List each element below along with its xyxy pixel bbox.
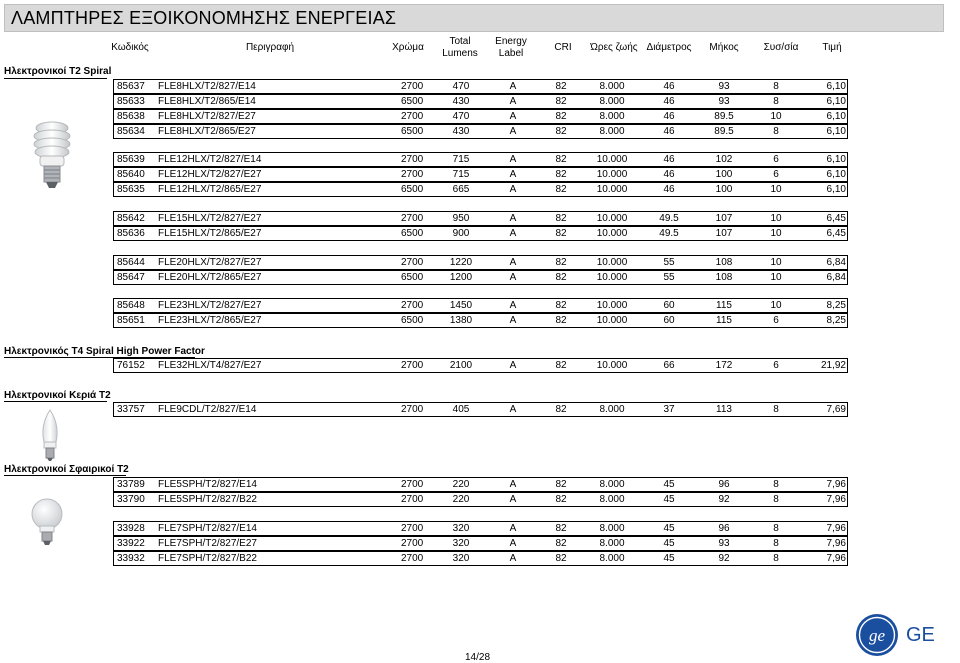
cell-code: 33928 [117, 523, 145, 534]
cell-energy: A [509, 272, 517, 283]
cell-color: 6500 [401, 315, 424, 326]
ge-logo-icon [854, 612, 900, 658]
cell-code: 33757 [117, 404, 145, 415]
cell-diameter: 46 [663, 126, 675, 137]
cell-cri: 82 [555, 315, 567, 326]
cell-code: 85640 [117, 169, 145, 180]
cell-hours: 10.000 [596, 154, 628, 165]
cell-cri: 82 [555, 479, 567, 490]
cell-pack: 6 [773, 360, 779, 371]
cell-cri: 82 [555, 523, 567, 534]
cell-description: FLE8HLX/T2/865/E14 [158, 96, 256, 107]
cell-length: 89.5 [714, 111, 734, 122]
header-description: Περιγραφή [245, 42, 295, 53]
cell-cri: 82 [555, 272, 567, 283]
header-lumens-line1: Total [449, 36, 471, 47]
cell-diameter: 46 [663, 184, 675, 195]
table-row [113, 270, 848, 285]
table-row [113, 358, 848, 373]
section-title-candle: Ηλεκτρονικοί Κεριά T2 [4, 390, 111, 401]
table-row [113, 167, 848, 182]
cell-hours: 10.000 [596, 213, 628, 224]
cell-code: 85639 [117, 154, 145, 165]
cell-diameter: 46 [663, 96, 675, 107]
cell-diameter: 49.5 [659, 213, 679, 224]
cell-hours: 8.000 [599, 494, 625, 505]
cell-cri: 82 [555, 96, 567, 107]
cell-description: FLE7SPH/T2/827/B22 [158, 553, 257, 564]
cell-cri: 82 [555, 213, 567, 224]
table-row [113, 492, 848, 507]
cell-length: 107 [715, 228, 733, 239]
cell-color: 2700 [401, 523, 424, 534]
cell-lumens: 430 [452, 96, 470, 107]
cell-description: FLE20HLX/T2/865/E27 [158, 272, 262, 283]
cell-cri: 82 [555, 360, 567, 371]
cell-price: 6,10 [826, 81, 846, 92]
cell-lumens: 470 [452, 81, 470, 92]
cell-energy: A [509, 96, 517, 107]
cell-diameter: 46 [663, 81, 675, 92]
spiral-lamp-image [28, 120, 76, 192]
cell-hours: 8.000 [599, 523, 625, 534]
cell-price: 7,96 [826, 538, 846, 549]
cell-energy: A [509, 169, 517, 180]
cell-color: 2700 [401, 538, 424, 549]
page-title-bar [4, 4, 944, 32]
cell-price: 6,84 [826, 272, 846, 283]
cell-code: 85636 [117, 228, 145, 239]
header-length: Μήκος [709, 42, 739, 53]
cell-pack: 10 [770, 184, 782, 195]
page-number: 14/28 [465, 652, 491, 663]
cell-energy: A [509, 126, 517, 137]
cell-color: 6500 [401, 228, 424, 239]
cell-lumens: 715 [452, 169, 470, 180]
cell-color: 6500 [401, 272, 424, 283]
cell-length: 115 [716, 300, 732, 311]
table-row [113, 402, 848, 417]
cell-lumens: 320 [452, 553, 470, 564]
page-title: ΛΑΜΠΤΗΡΕΣ ΕΞΟΙΚΟΝΟΜΗΣΗΣ ΕΝΕΡΓΕΙΑΣ [11, 8, 397, 28]
cell-diameter: 45 [663, 538, 675, 549]
cell-diameter: 46 [663, 169, 675, 180]
table-row [113, 255, 848, 270]
cell-price: 8,25 [826, 300, 846, 311]
cell-price: 6,10 [826, 154, 846, 165]
cell-description: FLE8HLX/T2/827/E14 [158, 81, 256, 92]
cell-lumens: 1200 [449, 272, 473, 283]
cell-cri: 82 [555, 169, 567, 180]
cell-hours: 8.000 [599, 81, 625, 92]
cell-price: 7,96 [826, 494, 846, 505]
cell-lumens: 220 [452, 479, 470, 490]
cell-color: 2700 [401, 479, 424, 490]
cell-cri: 82 [555, 300, 567, 311]
cell-description: FLE15HLX/T2/827/E27 [158, 213, 262, 224]
cell-pack: 8 [773, 96, 779, 107]
cell-code: 33790 [117, 494, 145, 505]
cell-energy: A [509, 538, 517, 549]
cell-description: FLE12HLX/T2/865/E27 [158, 184, 262, 195]
cell-hours: 8.000 [599, 96, 625, 107]
cell-length: 108 [715, 272, 733, 283]
cell-code: 85635 [117, 184, 145, 195]
cell-description: FLE12HLX/T2/827/E27 [158, 169, 262, 180]
cell-hours: 8.000 [599, 111, 625, 122]
cell-cri: 82 [555, 553, 567, 564]
cell-length: 96 [718, 479, 730, 490]
cell-code: 33922 [117, 538, 145, 549]
cell-diameter: 45 [663, 523, 675, 534]
cell-description: FLE15HLX/T2/865/E27 [158, 228, 262, 239]
cell-description: FLE23HLX/T2/827/E27 [158, 300, 262, 311]
header-price: Τιμή [822, 42, 842, 53]
cell-energy: A [509, 553, 517, 564]
cell-pack: 6 [773, 169, 779, 180]
cell-description: FLE5SPH/T2/827/B22 [158, 494, 257, 505]
cell-lumens: 950 [452, 213, 470, 224]
cell-cri: 82 [555, 404, 567, 415]
cell-color: 6500 [401, 126, 424, 137]
cell-lumens: 1220 [449, 257, 473, 268]
cell-pack: 8 [773, 404, 779, 415]
svg-text:ge: ge [868, 626, 886, 645]
cell-pack: 10 [770, 213, 782, 224]
cell-description: FLE12HLX/T2/827/E14 [158, 154, 262, 165]
candle-lamp-image [36, 408, 64, 462]
cell-diameter: 45 [663, 553, 675, 564]
cell-hours: 10.000 [596, 300, 628, 311]
cell-description: FLE23HLX/T2/865/E27 [158, 315, 262, 326]
cell-pack: 8 [773, 126, 779, 137]
cell-cri: 82 [555, 111, 567, 122]
cell-code: 85644 [117, 257, 145, 268]
cell-length: 96 [718, 523, 730, 534]
cell-lumens: 320 [452, 523, 470, 534]
cell-energy: A [509, 81, 517, 92]
section-underline [4, 401, 107, 402]
cell-pack: 8 [773, 479, 779, 490]
header-pack: Συσ/σία [763, 42, 799, 53]
cell-color: 6500 [401, 96, 424, 107]
header-color: Χρώμα [392, 42, 424, 53]
cell-length: 172 [715, 360, 733, 371]
cell-diameter: 46 [663, 111, 675, 122]
table-row [113, 477, 848, 492]
cell-color: 2700 [401, 404, 424, 415]
table-row [113, 79, 848, 94]
cell-price: 21,92 [820, 360, 846, 371]
cell-diameter: 37 [663, 404, 675, 415]
cell-diameter: 60 [663, 315, 675, 326]
cell-diameter: 46 [663, 154, 675, 165]
header-energy-line2: Label [498, 48, 524, 59]
cell-energy: A [509, 213, 517, 224]
header-code: Κωδικός [111, 42, 149, 53]
cell-length: 92 [718, 494, 730, 505]
cell-color: 6500 [401, 184, 424, 195]
cell-length: 100 [715, 184, 733, 195]
cell-energy: A [509, 257, 517, 268]
cell-price: 7,96 [826, 523, 846, 534]
cell-length: 108 [715, 257, 733, 268]
table-row [113, 109, 848, 124]
table-row [113, 211, 848, 226]
cell-lumens: 220 [452, 494, 470, 505]
table-row [113, 536, 848, 551]
table-row [113, 94, 848, 109]
cell-hours: 10.000 [596, 315, 628, 326]
cell-energy: A [509, 479, 517, 490]
cell-hours: 8.000 [599, 538, 625, 549]
section-title-t2-spiral: Ηλεκτρονικοί T2 Spiral [4, 66, 112, 77]
cell-energy: A [509, 494, 517, 505]
table-row [113, 124, 848, 139]
cell-color: 2700 [401, 111, 424, 122]
header-lumens [440, 36, 480, 60]
cell-code: 33932 [117, 553, 145, 564]
cell-cri: 82 [555, 228, 567, 239]
cell-description: FLE5SPH/T2/827/E14 [158, 479, 257, 490]
cell-hours: 8.000 [599, 126, 625, 137]
cell-lumens: 320 [452, 538, 470, 549]
cell-pack: 8 [773, 81, 779, 92]
section-underline [4, 78, 107, 79]
table-row [113, 551, 848, 566]
cell-energy: A [509, 154, 517, 165]
cell-pack: 6 [773, 154, 779, 165]
cell-cri: 82 [555, 154, 567, 165]
cell-diameter: 55 [663, 272, 675, 283]
cell-hours: 10.000 [596, 257, 628, 268]
cell-cri: 82 [555, 126, 567, 137]
cell-price: 6,10 [826, 169, 846, 180]
cell-description: FLE20HLX/T2/827/E27 [158, 257, 262, 268]
cell-length: 93 [718, 538, 730, 549]
cell-pack: 8 [773, 553, 779, 564]
spherical-lamp-image [30, 498, 64, 546]
cell-length: 100 [715, 169, 733, 180]
table-row [113, 313, 848, 328]
cell-length: 93 [718, 96, 730, 107]
cell-length: 89.5 [714, 126, 734, 137]
cell-length: 113 [716, 404, 732, 415]
cell-price: 6,10 [826, 96, 846, 107]
cell-energy: A [509, 300, 517, 311]
cell-code: 85648 [117, 300, 145, 311]
cell-code: 85651 [117, 315, 145, 326]
cell-pack: 10 [770, 300, 782, 311]
cell-energy: A [509, 315, 517, 326]
cell-lumens: 715 [452, 154, 470, 165]
cell-diameter: 45 [663, 479, 675, 490]
cell-price: 6,45 [826, 213, 846, 224]
cell-hours: 10.000 [596, 360, 628, 371]
cell-diameter: 55 [663, 257, 675, 268]
table-row [113, 298, 848, 313]
cell-lumens: 405 [452, 404, 470, 415]
cell-price: 8,25 [826, 315, 846, 326]
cell-energy: A [509, 111, 517, 122]
cell-hours: 8.000 [599, 553, 625, 564]
cell-price: 6,10 [826, 126, 846, 137]
cell-energy: A [509, 523, 517, 534]
cell-hours: 10.000 [596, 272, 628, 283]
cell-cri: 82 [555, 494, 567, 505]
table-row [113, 182, 848, 197]
cell-color: 2700 [401, 169, 424, 180]
cell-color: 2700 [401, 154, 424, 165]
brand-text: GE [906, 624, 935, 646]
cell-description: FLE32HLX/T4/827/E27 [158, 360, 262, 371]
cell-code: 85634 [117, 126, 145, 137]
cell-color: 2700 [401, 213, 424, 224]
cell-lumens: 2100 [449, 360, 473, 371]
cell-pack: 8 [773, 523, 779, 534]
cell-hours: 10.000 [596, 184, 628, 195]
cell-diameter: 45 [663, 494, 675, 505]
section-underline [4, 475, 126, 476]
cell-hours: 8.000 [599, 404, 625, 415]
cell-cri: 82 [555, 257, 567, 268]
cell-hours: 10.000 [596, 169, 628, 180]
header-energy [491, 36, 531, 60]
header-energy-line1: Energy [495, 36, 527, 47]
cell-pack: 10 [770, 228, 782, 239]
cell-pack: 8 [773, 538, 779, 549]
cell-price: 7,96 [826, 553, 846, 564]
cell-lumens: 470 [452, 111, 470, 122]
cell-price: 6,84 [826, 257, 846, 268]
cell-color: 2700 [401, 81, 424, 92]
cell-price: 6,10 [826, 184, 846, 195]
cell-color: 2700 [401, 257, 424, 268]
cell-code: 33789 [117, 479, 145, 490]
header-cri: CRI [554, 42, 572, 53]
cell-pack: 10 [770, 257, 782, 268]
cell-description: FLE7SPH/T2/827/E27 [158, 538, 257, 549]
cell-code: 85647 [117, 272, 145, 283]
cell-price: 7,96 [826, 479, 846, 490]
cell-description: FLE8HLX/T2/865/E27 [158, 126, 256, 137]
cell-cri: 82 [555, 184, 567, 195]
cell-lumens: 430 [452, 126, 470, 137]
table-row [113, 152, 848, 167]
cell-diameter: 60 [663, 300, 675, 311]
cell-color: 2700 [401, 553, 424, 564]
cell-diameter: 66 [663, 360, 675, 371]
cell-length: 107 [715, 213, 733, 224]
cell-length: 92 [718, 553, 730, 564]
cell-color: 2700 [401, 494, 424, 505]
section-title-t4-spiral: Ηλεκτρονικός T4 Spiral High Power Factor [4, 346, 205, 357]
cell-price: 7,69 [826, 404, 846, 415]
cell-energy: A [509, 360, 517, 371]
cell-energy: A [509, 184, 517, 195]
cell-hours: 8.000 [599, 479, 625, 490]
header-lumens-line2: Lumens [442, 48, 478, 59]
cell-price: 6,10 [826, 111, 846, 122]
cell-price: 6,45 [826, 228, 846, 239]
cell-pack: 8 [773, 494, 779, 505]
cell-cri: 82 [555, 81, 567, 92]
cell-pack: 10 [770, 111, 782, 122]
cell-description: FLE9CDL/T2/827/E14 [158, 404, 257, 415]
cell-code: 85638 [117, 111, 145, 122]
cell-code: 85633 [117, 96, 145, 107]
cell-length: 115 [716, 315, 732, 326]
cell-code: 85637 [117, 81, 145, 92]
cell-lumens: 900 [452, 228, 470, 239]
cell-code: 76152 [117, 360, 145, 371]
table-row [113, 521, 848, 536]
cell-description: FLE7SPH/T2/827/E14 [158, 523, 257, 534]
section-title-spherical: Ηλεκτρονικοί Σφαιρικοί T2 [4, 464, 129, 475]
cell-cri: 82 [555, 538, 567, 549]
header-diameter: Διάμετρος [646, 42, 692, 53]
cell-hours: 10.000 [596, 228, 628, 239]
cell-description: FLE8HLX/T2/827/E27 [158, 111, 256, 122]
cell-lumens: 665 [452, 184, 470, 195]
cell-diameter: 49.5 [659, 228, 679, 239]
table-row [113, 226, 848, 241]
cell-lumens: 1450 [449, 300, 473, 311]
cell-color: 2700 [401, 360, 424, 371]
cell-energy: A [509, 228, 517, 239]
cell-length: 102 [715, 154, 733, 165]
cell-pack: 10 [770, 272, 782, 283]
cell-color: 2700 [401, 300, 424, 311]
header-hours: Ώρες ζωής [590, 42, 638, 53]
cell-energy: A [509, 404, 517, 415]
cell-code: 85642 [117, 213, 145, 224]
cell-pack: 6 [773, 315, 779, 326]
cell-length: 93 [718, 81, 730, 92]
cell-lumens: 1380 [449, 315, 473, 326]
